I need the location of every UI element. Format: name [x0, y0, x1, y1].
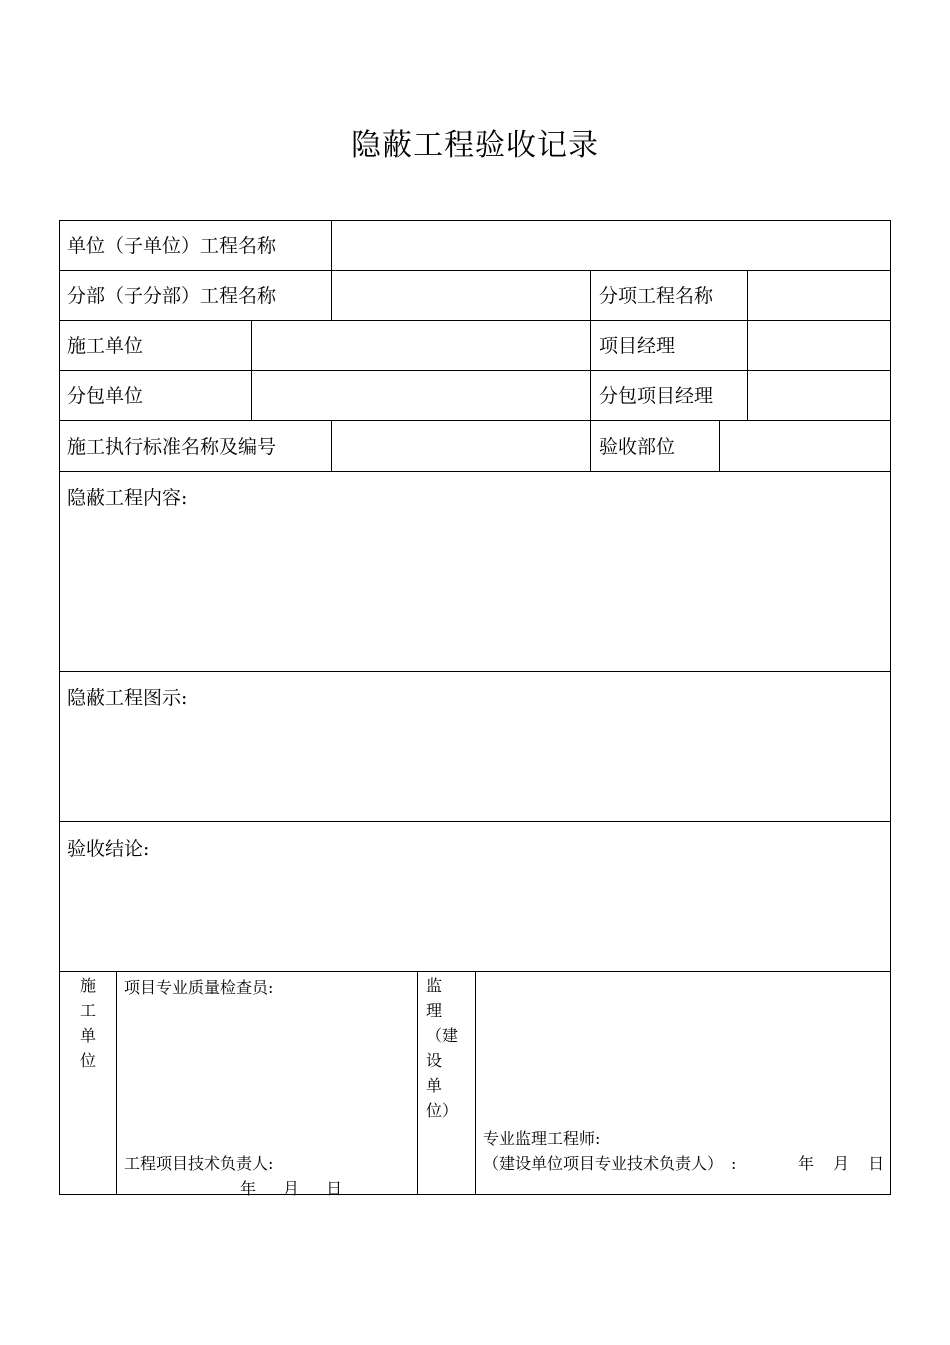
diagram-label: 隐蔽工程图示: — [67, 687, 188, 709]
contractor-vertical-char: 工 — [79, 1001, 96, 1020]
acceptance-part-value-cell[interactable] — [719, 420, 891, 472]
contractor-date: 年 月 日 — [240, 1179, 343, 1198]
project-manager-label: 项目经理 — [599, 335, 676, 357]
contractor-label: 施工单位 — [67, 335, 144, 357]
tech-lead-label: 工程项目技术负责人: — [124, 1154, 274, 1173]
supervision-vertical-label — [426, 973, 458, 1123]
sub-project-manager-value-cell[interactable] — [747, 370, 891, 421]
division-value-cell[interactable] — [331, 270, 591, 321]
project-manager-value-cell[interactable] — [747, 320, 891, 371]
contractor-vertical-label — [59, 973, 117, 1073]
supervision-vertical-char: 监 — [426, 976, 443, 995]
page-title: 隐蔽工程验收记录 — [351, 128, 599, 163]
conclusion-label: 验收结论: — [67, 838, 150, 860]
owner-tech-label: （建设单位项目专业技术负责人） : — [483, 1154, 737, 1173]
division-label: 分部（子分部）工程名称 — [67, 285, 277, 307]
unit-project-value-cell[interactable] — [331, 220, 891, 271]
subitem-label: 分项工程名称 — [599, 285, 714, 307]
contractor-vertical-char: 施 — [79, 976, 96, 995]
supervision-vertical-char: 理 — [426, 1001, 443, 1020]
sub-project-manager-label: 分包项目经理 — [599, 385, 714, 407]
subcontractor-value-cell[interactable] — [251, 370, 591, 421]
supervision-vertical-char: （建 — [426, 1026, 459, 1045]
contractor-vertical-char: 单 — [79, 1026, 96, 1045]
contractor-value-cell[interactable] — [251, 320, 591, 371]
standard-label: 施工执行标准名称及编号 — [67, 436, 277, 458]
standard-value-cell[interactable] — [331, 420, 591, 472]
contractor-vertical-char: 位 — [79, 1051, 96, 1070]
acceptance-part-label: 验收部位 — [599, 436, 676, 458]
unit-project-label: 单位（子单位）工程名称 — [67, 235, 277, 257]
supervision-date: 年 月 日 — [798, 1154, 885, 1173]
subitem-value-cell[interactable] — [747, 270, 891, 321]
supervision-vertical-char: 单 — [426, 1076, 443, 1095]
conclusion-section[interactable] — [59, 821, 891, 972]
inspector-label: 项目专业质量检查员: — [124, 978, 274, 997]
subcontractor-label: 分包单位 — [67, 385, 144, 407]
supervision-vertical-char: 设 — [426, 1051, 443, 1070]
content-label: 隐蔽工程内容: — [67, 487, 188, 509]
supervisor-label: 专业监理工程师: — [483, 1129, 601, 1148]
supervision-vertical-char: 位） — [426, 1101, 459, 1120]
